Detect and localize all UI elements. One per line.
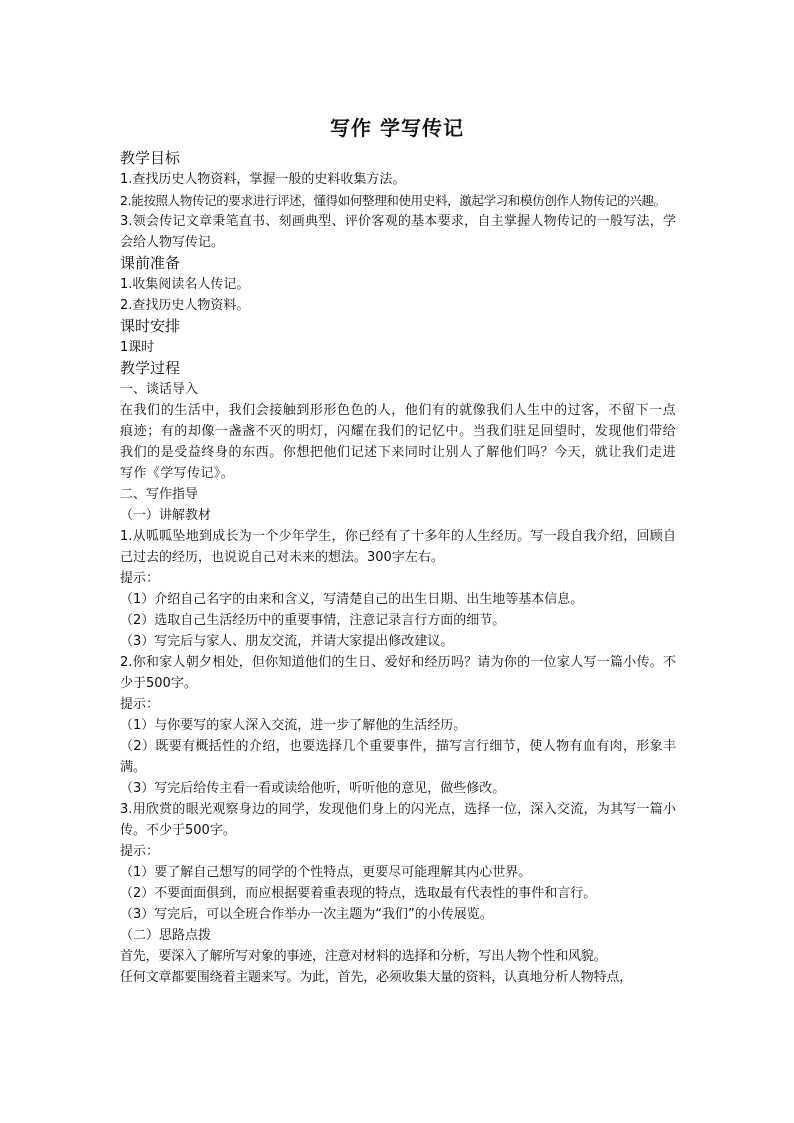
goal-item-2: 2.能按照人物传记的要求进行评述，懂得如何整理和使用史料，激起学习和模仿创作人物传记的兴趣。 [120,193,666,208]
prep-item-1: 1.收集阅读名人传记。 [120,277,250,292]
intro-heading: 一、谈话导入 [120,382,199,397]
section-heading-goals: 教学目标 [120,149,181,167]
hint-label: 提示： [120,844,160,859]
section-heading-process: 教学过程 [120,359,181,377]
document-body [120,148,676,988]
subsection-heading-ideas: （二）思路点拨 [120,928,212,943]
task-1: 1.从呱呱坠地到成长为一个少年学生，你已经有了十多年的人生经历。写一段自我介绍，回顾自己过去的经历，也说说自己对未来的想法。300字左右。 [120,529,676,565]
hint-item: （2）既要有概括性的介绍，也要选择几个重要事件，描写言行细节，使人物有血有肉，形象丰满。 [120,739,676,775]
hint-item: （2）不要面面俱到，而应根据要着重表现的特点，选取最有代表性的事件和言行。 [120,886,597,901]
guide-heading: 二、写作指导 [120,487,199,502]
intro-text: 在我们的生活中，我们会接触到形形色色的人，他们有的就像我们人生中的过客，不留下一点痕迹；有的却像一盏盏不灭的明灯，闪耀在我们的记忆中。当我们驻足回望时，发现他们带给我们的是受益终身的东西。你想把他们记述下来同时让别人了解他们吗？今天，就让我们走进写作《学写传记》。 [120,403,676,481]
hint-item: （3）写完后，可以全班合作举办一次主题为“我们”的小传展览。 [120,907,493,922]
hint-item: （3）写完后与家人、朋友交流，并请大家提出修改建议。 [120,634,454,649]
hint-item: （1）介绍自己名字的由来和含义，写清楚自己的出生日期、出生地等基本信息。 [120,592,584,607]
subsection-heading-textbook: （一）讲解教材 [120,508,212,523]
hint-item: （1）与你要写的家人深入交流，进一步了解他的生活经历。 [120,718,467,733]
tip-2: 任何文章都要围绕着主题来写。为此，首先，必须收集大量的资料，认真地分析人物特点， [120,970,633,985]
goal-item-3: 3.领会传记文章秉笔直书、刻画典型、评价客观的基本要求，自主掌握人物传记的一般写法，学会给人物写传记。 [120,214,676,250]
page-title: 写作 学写传记 [330,116,464,140]
hint-item: （1）要了解自己想写的同学的个性特点，更要尽可能理解其内心世界。 [120,865,532,880]
task-3: 3.用欣赏的眼光观察身边的同学，发现他们身上的闪光点，选择一位，深入交流，为其写一篇小传。不少于500字。 [120,802,676,838]
task-2: 2.你和家人朝夕相处，但你知道他们的生日、爱好和经历吗？请为你的一位家人写一篇小传。不少于500字。 [120,655,676,691]
hint-label: 提示： [120,571,160,586]
section-heading-prep: 课前准备 [120,254,181,272]
section-heading-schedule: 课时安排 [120,317,181,335]
prep-item-2: 2.查找历史人物资料。 [120,298,250,313]
goal-item-1: 1.查找历史人物资料，掌握一般的史料收集方法。 [120,172,406,187]
hint-label: 提示： [120,697,160,712]
tip-1: 首先，要深入了解所写对象的事迹，注意对材料的选择和分析，写出人物个性和风貌。 [120,949,607,964]
hint-item: （2）选取自己生活经历中的重要事情，注意记录言行方面的细节。 [120,613,506,628]
schedule-value: 1课时 [120,340,155,355]
hint-item: （3）写完后给传主看一看或读给他听，听听他的意见，做些修改。 [120,781,506,796]
